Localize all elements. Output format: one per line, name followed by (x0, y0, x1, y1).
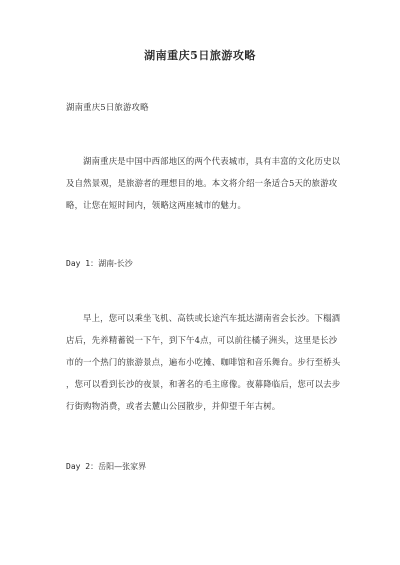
day2-title: 岳阳—张家界 (98, 462, 147, 471)
day1-line: 店后，先养精蓄锐一下午，到下午4点，可以前往橘子洲头，这里是长沙 (66, 335, 338, 345)
intro-line: 湖南重庆是中国中西部地区的两个代表城市，具有丰富的文化历史以 (83, 156, 341, 166)
day1-title: 湖南-长沙 (98, 259, 133, 268)
day1-label: Day 1： (66, 259, 99, 268)
day1-line: 市的一个热门的旅游景点，遍布小吃摊、咖啡馆和音乐舞台。步行至桥头 (66, 357, 341, 367)
day2-heading (66, 456, 342, 478)
day1-line: 行街购物消费，或者去麓山公园散步，并仰望千年古树。 (66, 401, 281, 411)
intro-line: 及自然景观，是旅游者的理想目的地。本文将介绍一条适合5天的旅游攻 (66, 178, 338, 188)
document-title: 湖南重庆5日旅游攻略 (144, 49, 256, 62)
day1-line: ，您可以看到长沙的夜景，和著名的毛主席像。夜幕降临后，您可以去步 (66, 379, 341, 389)
intro-paragraph (66, 150, 342, 216)
intro-line: 略，让您在短时间内，领略这两座城市的魅力。 (66, 200, 247, 210)
day1-paragraph (66, 307, 342, 417)
day2-label: Day 2： (66, 462, 99, 471)
day1-line: 早上，您可以乘坐飞机、高铁或长途汽车抵达湖南省会长沙。下榻酒 (83, 313, 341, 323)
document-subtitle: 湖南重庆5日旅游攻略 (66, 102, 149, 112)
day1-heading (66, 253, 342, 275)
